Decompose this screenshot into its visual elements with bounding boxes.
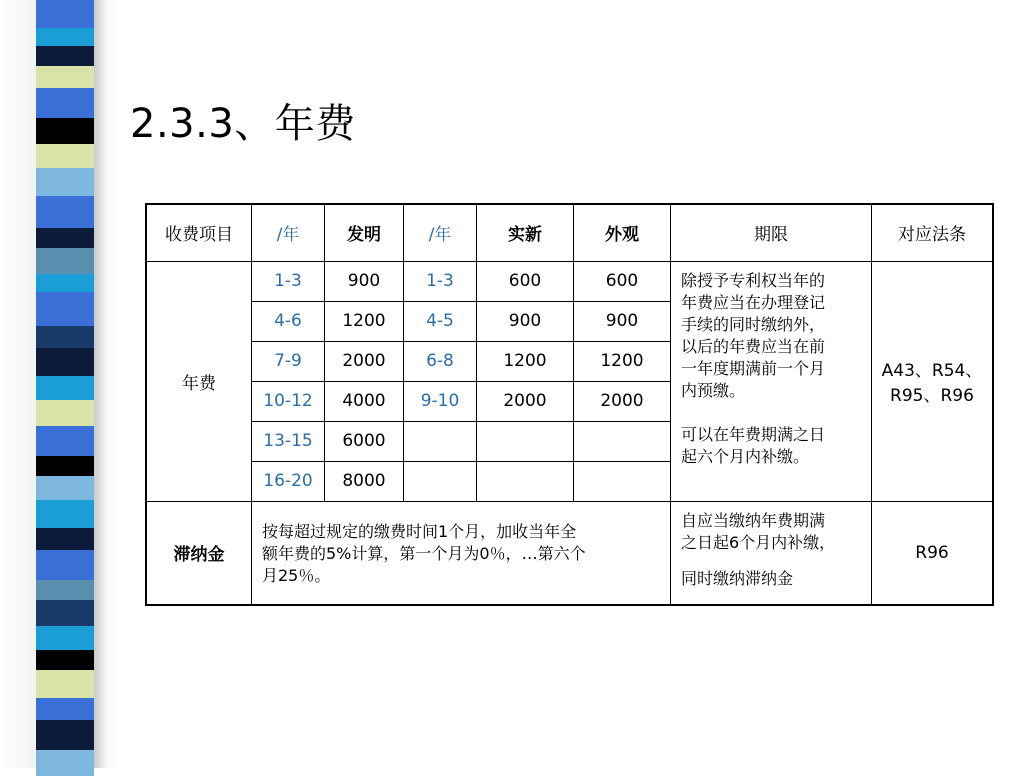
header-design: 外观 — [574, 204, 671, 261]
strip-segment — [36, 750, 94, 776]
header-invention-year: /年 — [252, 204, 325, 261]
strip-segment — [36, 0, 94, 28]
strip-segment — [36, 528, 94, 550]
strip-segment — [36, 650, 94, 670]
strip-segment — [36, 456, 94, 476]
strip-segment — [36, 348, 94, 376]
deadline-line: 一年度期满前一个月 — [681, 358, 826, 378]
strip-segment — [36, 46, 94, 66]
strip-segment — [36, 720, 94, 750]
decorative-side-strip — [0, 0, 120, 768]
table-header-row — [146, 204, 993, 261]
strip-segment — [36, 670, 94, 698]
strip-segment — [36, 118, 94, 144]
invention-fee: 1200 — [325, 301, 404, 341]
annual-fee-table — [145, 203, 994, 606]
invention-fee: 2000 — [325, 341, 404, 381]
strip-segment — [36, 376, 94, 400]
strip-segment — [36, 550, 94, 580]
strip-segment — [36, 426, 94, 456]
deadline-line: 除授予专利权当年的 — [681, 270, 826, 290]
law-line: A43、R54、 — [881, 361, 983, 381]
deadline-line: 手续的同时缴纳外， — [681, 314, 826, 334]
utility-fee: 2000 — [477, 381, 574, 421]
invention-period: 10-12 — [252, 381, 325, 421]
deadline-line: 年费应当在办理登记 — [681, 292, 826, 312]
late-fee-row — [146, 501, 993, 605]
strip-segment — [36, 28, 94, 46]
utility-period: 1-3 — [404, 261, 477, 301]
strip-segment — [36, 698, 94, 720]
invention-period: 7-9 — [252, 341, 325, 381]
deadline-line: 可以在年费期满之日 — [681, 424, 826, 444]
invention-fee: 900 — [325, 261, 404, 301]
header-deadline: 期限 — [671, 204, 872, 261]
late-desc-line: 月25％。 — [262, 565, 331, 585]
late-desc-line: 按每超过规定的缴费时间1个月，加收当年全 — [262, 521, 577, 541]
utility-period: 4-5 — [404, 301, 477, 341]
strip-segment — [36, 600, 94, 626]
strip-segment — [36, 228, 94, 248]
late-fee-label: 滞纳金 — [146, 501, 252, 605]
invention-period: 13-15 — [252, 421, 325, 461]
late-desc-line: 额年费的5%计算，第一个月为0％，…第六个 — [262, 543, 586, 563]
late-deadline-line: 自应当缴纳年费期满 — [681, 510, 826, 530]
strip-segment — [36, 248, 94, 274]
utility-fee: 600 — [477, 261, 574, 301]
strip-segment — [36, 66, 94, 88]
strip-segment — [36, 274, 94, 292]
invention-fee: 8000 — [325, 461, 404, 501]
design-fee: 1200 — [574, 341, 671, 381]
invention-fee: 6000 — [325, 421, 404, 461]
strip-segment — [36, 400, 94, 426]
late-fee-deadline — [671, 501, 872, 605]
utility-fee: 1200 — [477, 341, 574, 381]
page-title: 2.3.3、年费 — [130, 101, 356, 147]
strip-segment — [36, 88, 94, 118]
invention-period: 1-3 — [252, 261, 325, 301]
header-utility-year: /年 — [404, 204, 477, 261]
annual-fee-law — [872, 261, 994, 501]
strip-segment — [36, 292, 94, 326]
late-fee-law: R96 — [872, 501, 994, 605]
strip-segment — [36, 168, 94, 196]
invention-period: 4-6 — [252, 301, 325, 341]
law-line: R95、R96 — [890, 386, 974, 406]
header-utility-model: 实新 — [477, 204, 574, 261]
utility-fee — [477, 461, 574, 501]
invention-fee: 4000 — [325, 381, 404, 421]
strip-segment — [36, 500, 94, 528]
design-fee — [574, 421, 671, 461]
deadline-line: 以后的年费应当在前 — [681, 336, 826, 356]
strip-segment — [36, 476, 94, 500]
utility-period: 6-8 — [404, 341, 477, 381]
strip-segment — [36, 326, 94, 348]
strip-segment — [36, 196, 94, 228]
header-invention: 发明 — [325, 204, 404, 261]
header-fee-item: 收费项目 — [146, 204, 252, 261]
utility-period: 9-10 — [404, 381, 477, 421]
strip-segment — [36, 144, 94, 168]
table-row — [146, 261, 993, 301]
late-deadline-line: 之日起6个月内补缴， — [681, 532, 836, 552]
design-fee: 2000 — [574, 381, 671, 421]
design-fee — [574, 461, 671, 501]
annual-fee-label: 年费 — [146, 261, 252, 501]
strip-segment — [36, 626, 94, 650]
late-deadline-line: 同时缴纳滞纳金 — [681, 568, 794, 588]
design-fee: 900 — [574, 301, 671, 341]
invention-period: 16-20 — [252, 461, 325, 501]
late-fee-description — [252, 501, 671, 605]
deadline-line: 起六个月内补缴。 — [681, 446, 810, 466]
utility-period — [404, 461, 477, 501]
design-fee: 600 — [574, 261, 671, 301]
header-legal-basis: 对应法条 — [872, 204, 994, 261]
deadline-line: 内预缴。 — [681, 380, 746, 400]
annual-fee-deadline — [671, 261, 872, 501]
utility-fee: 900 — [477, 301, 574, 341]
strip-segment — [36, 580, 94, 600]
utility-fee — [477, 421, 574, 461]
utility-period — [404, 421, 477, 461]
